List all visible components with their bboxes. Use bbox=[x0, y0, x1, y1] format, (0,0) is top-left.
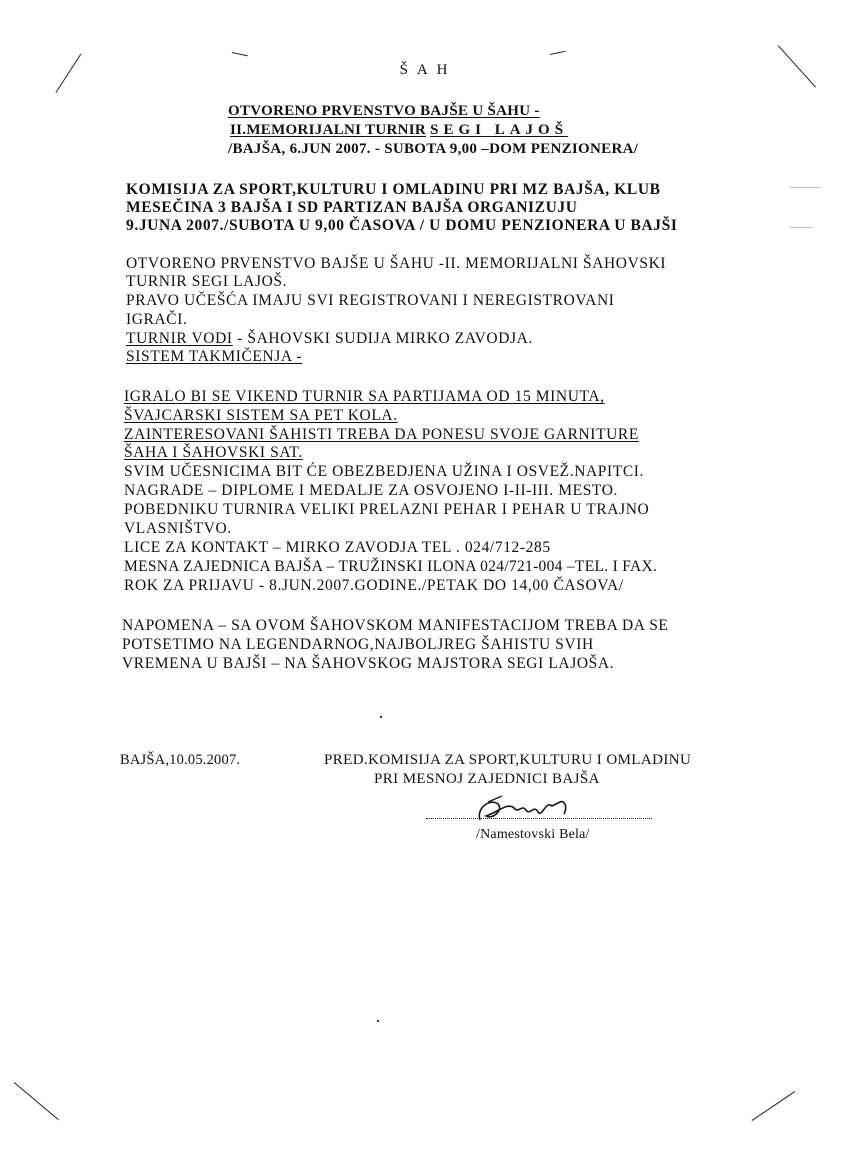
signatory-line: PRED.KOMISIJA ZA SPORT,KULTURU I OMLADINU bbox=[324, 752, 692, 768]
rules-line-contact: LICE ZA KONTAKT – MIRKO ZAVODJA TEL . 024/712-285 bbox=[124, 539, 551, 556]
scan-mark-bottom-right bbox=[752, 1091, 796, 1121]
note-line: POTSETIMO NA LEGENDARNOG,NAJBOLJREG ŠAHISTU SVIH bbox=[122, 636, 594, 653]
rules-line: NAGRADE – DIPLOME I MEDALJE ZA OSVOJENO I-II-III. MESTO. bbox=[124, 482, 618, 499]
rules-line: VLASNIŠTVO. bbox=[124, 520, 232, 537]
header-subtitle-name: SEGI LAJOŠ bbox=[430, 122, 569, 138]
signature-line bbox=[426, 818, 652, 819]
scan-smudge bbox=[790, 187, 820, 188]
document-title: Š A H bbox=[399, 62, 451, 78]
handwritten-signature bbox=[468, 790, 578, 830]
rules-line: ŠVAJCARSKI SISTEM SA PET KOLA. bbox=[124, 407, 398, 424]
details-line: OTVORENO PRVENSTVO BAJŠE U ŠAHU -II. MEMORIJALNI ŠAHOVSKI bbox=[126, 255, 667, 272]
rules-line: SVIM UČESNICIMA BIT ĆE OBEZBEDJENA UŽINA I OSVEŽ.NAPITCI. bbox=[124, 463, 645, 480]
scan-mark-bottom-left bbox=[14, 1082, 59, 1120]
header-subtitle-line-2 bbox=[230, 121, 568, 139]
header-subtitle-memorial: II.MEMORIJALNI TURNIR bbox=[230, 122, 427, 138]
place-date: BAJŠA,10.05.2007. bbox=[120, 752, 241, 768]
rules-line: IGRALO BI SE VIKEND TURNIR SA PARTIJAMA OD 15 MINUTA, bbox=[124, 388, 605, 405]
signature-name: /Namestovski Bela/ bbox=[476, 827, 590, 842]
competition-system-heading: SISTEM TAKMIČENJA - bbox=[126, 348, 303, 365]
intro-line: MESEČINA 3 BAJŠA I SD PARTIZAN BAJŠA ORGANIZUJU bbox=[126, 199, 578, 216]
rules-line: ŠAHA I ŠAHOVSKI SAT. bbox=[124, 444, 303, 461]
details-line: IGRAČI. bbox=[126, 311, 188, 328]
rules-line: ZAINTERESOVANI ŠAHISTI TREBA DA PONESU SVOJE GARNITURE bbox=[124, 426, 639, 443]
header-subtitle-line-1: OTVORENO PRVENSTVO BAJŠE U ŠAHU - bbox=[228, 103, 540, 119]
organizer-value: - ŠAHOVSKI SUDIJA MIRKO ZAVODJA. bbox=[232, 330, 533, 347]
intro-line: 9.JUNA 2007./SUBOTA U 9,00 ČASOVA / U DOMU PENZIONERA U BAJŠI bbox=[126, 217, 678, 234]
details-line: TURNIR SEGI LAJOŠ. bbox=[126, 273, 288, 290]
note-line: NAPOMENA – SA OVOM ŠAHOVSKOM MANIFESTACIJOM TREBA DA SE bbox=[122, 617, 669, 634]
scan-mark-top-tick-left bbox=[232, 52, 248, 57]
header-subtitle-line-3: /BAJŠA, 6.JUN 2007. - SUBOTA 9,00 –DOM PENZIONERA/ bbox=[228, 141, 639, 157]
scan-mark-top-tick-right bbox=[550, 51, 566, 56]
rules-line: POBEDNIKU TURNIRA VELIKI PRELAZNI PEHAR I PEHAR U TRAJNO bbox=[124, 501, 650, 518]
details-line: PRAVO UČEŠĆA IMAJU SVI REGISTROVANI I NEREGISTROVANI bbox=[126, 292, 615, 309]
organizer-label: TURNIR VODI bbox=[126, 330, 233, 347]
intro-line: KOMISIJA ZA SPORT,KULTURU I OMLADINU PRI MZ BAJŠA, KLUB bbox=[126, 181, 661, 198]
details-line-organizer bbox=[126, 330, 533, 348]
scan-dot bbox=[377, 1020, 379, 1022]
scan-smudge bbox=[790, 227, 812, 228]
scan-dot bbox=[380, 716, 382, 718]
note-line: VREMENA U BAJŠI – NA ŠAHOVSKOG MAJSTORA SEGI LAJOŠA. bbox=[122, 655, 615, 672]
rules-line-contact: MESNA ZAJEDNICA BAJŠA – TRUŽINSKI ILONA 024/721-004 –TEL. I FAX. bbox=[124, 558, 658, 575]
signatory-line: PRI MESNOJ ZAJEDNICI BAJŠA bbox=[374, 771, 600, 787]
rules-line-deadline: ROK ZA PRIJAVU - 8.JUN.2007.GODINE./PETAK DO 14,00 ČASOVA/ bbox=[124, 577, 624, 594]
